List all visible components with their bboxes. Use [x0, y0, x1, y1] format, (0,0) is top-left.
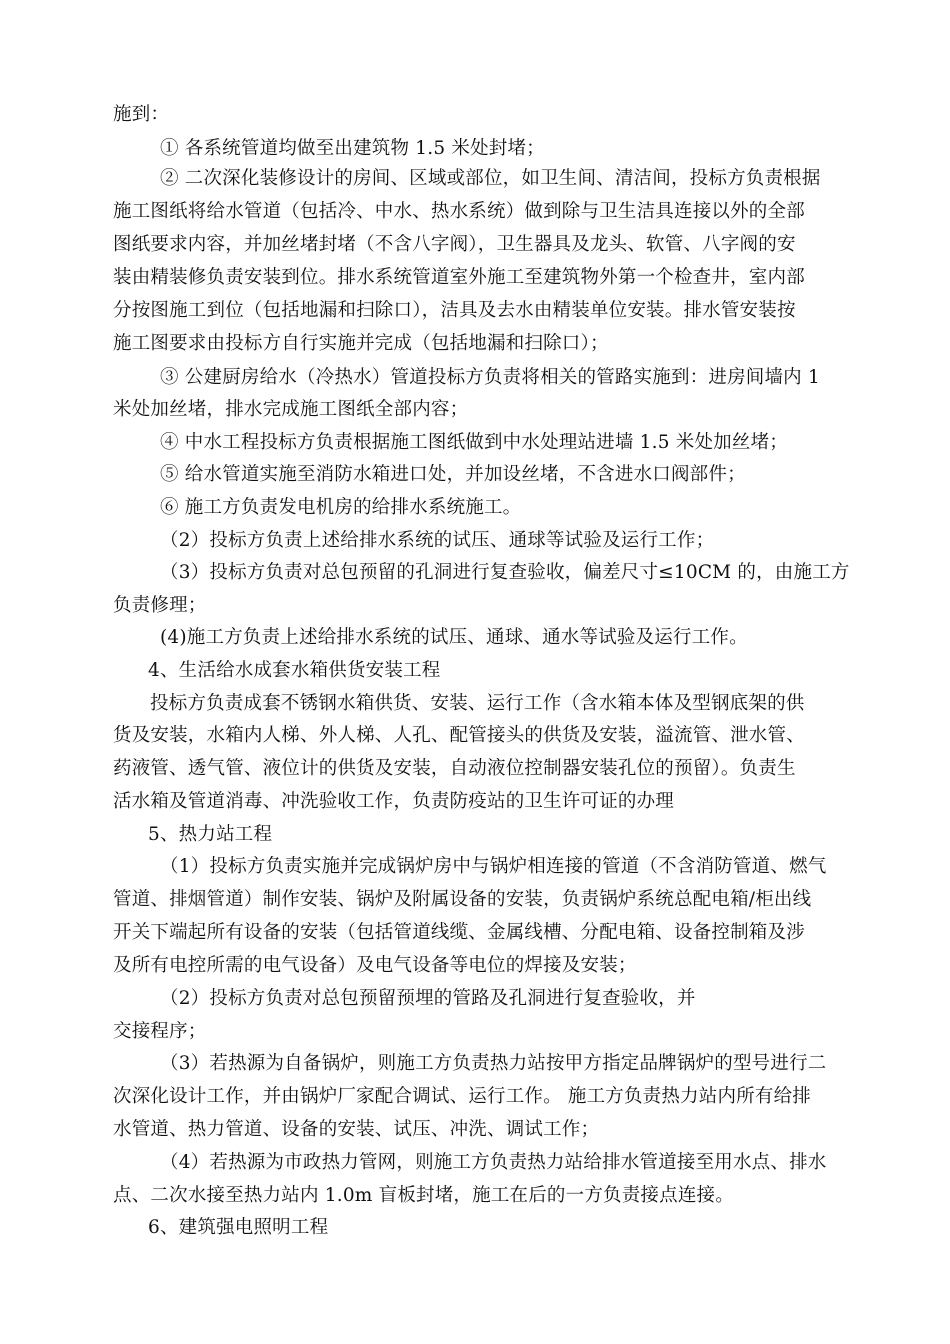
text-line: 管道、排烟管道）制作安装、锅炉及附属设备的安装，负责锅炉系统总配电箱/柜出线: [113, 889, 812, 910]
text-line: ② 二次深化装修设计的房间、区域或部位，如卫生间、清洁间，投标方负责根据: [160, 168, 821, 189]
section-heading: 5、热力站工程: [148, 824, 273, 845]
text-line: 装由精装修负责安装到位。排水系统管道室外施工至建筑物外第一个检查井，室内部: [113, 267, 805, 288]
text-line: 点、二次水接至热力站内 1.0m 盲板封堵，施工在后的一方负责接点连接。: [113, 1185, 734, 1206]
text-line: ③ 公建厨房给水（冷热水）管道投标方负责将相关的管路实施到：进房间墙内 1: [160, 367, 820, 388]
text-line: 施到：: [113, 104, 170, 125]
text-line: 货及安装，水箱内人梯、外人梯、人孔、配管接头的供货及安装，溢流管、泄水管、: [113, 725, 805, 746]
text-line: （4）若热源为市政热力管网，则施工方负责热力站给排水管道接至用水点、排水: [160, 1152, 827, 1173]
text-line: 施工图要求由投标方自行实施并完成（包括地漏和扫除口）；: [113, 333, 609, 354]
section-heading: 6、建筑强电照明工程: [148, 1217, 329, 1238]
text-line: (4)施工方负责上述给排水系统的试压、通球、通水等试验及运行工作。: [160, 627, 748, 648]
text-line: 负责修理；: [113, 595, 207, 616]
text-line: （3）若热源为自备锅炉，则施工方负责热力站按甲方指定品牌锅炉的型号进行二: [160, 1053, 827, 1074]
text-line: 施工图纸将给水管道（包括冷、中水、热水系统）做到除与卫生洁具连接以外的全部: [113, 201, 805, 222]
text-line: 次深化设计工作，并由锅炉厂家配合调试、运行工作。 施工方负责热力站内所有给排: [113, 1086, 811, 1107]
text-line: 药液管、透气管、液位计的供货及安装，自动液位控制器安装孔位的预留）。负责生: [113, 758, 796, 779]
text-line: 分按图施工到位（包括地漏和扫除口），洁具及去水由精装单位安装。排水管安装按: [113, 300, 796, 321]
text-line: （3）投标方负责对总包预留的孔洞进行复查验收，偏差尺寸≤10CM 的，由施工方: [160, 562, 850, 583]
text-line: ① 各系统管道均做至出建筑物 1.5 米处封堵；: [160, 138, 545, 159]
text-line: ⑥ 施工方负责发电机房的给排水系统施工。: [160, 497, 522, 518]
section-heading: 4、生活给水成套水箱供货安装工程: [148, 660, 441, 681]
text-line: 开关下端起所有设备的安装（包括管道线缆、金属线槽、分配电箱、设备控制箱及涉: [113, 922, 805, 943]
text-line: 米处加丝堵，排水完成施工图纸全部内容；: [113, 399, 469, 420]
text-line: （2）投标方负责对总包预留预埋的管路及孔洞进行复查验收，并: [160, 988, 696, 1009]
text-line: 及所有电控所需的电气设备）及电气设备等电位的焊接及安装；: [113, 955, 637, 976]
text-line: 投标方负责成套不锈钢水箱供货、安装、运行工作（含水箱本体及型钢底架的供: [150, 693, 805, 714]
text-line: 图纸要求内容，并加丝堵封堵（不含八字阀），卫生器具及龙头、软管、八字阀的安: [113, 234, 796, 255]
text-line: 水管道、热力管道、设备的安装、试压、冲洗、调试工作；: [113, 1119, 600, 1140]
text-line: （2）投标方负责上述给排水系统的试压、通球等试验及运行工作；: [160, 530, 715, 551]
text-line: 活水箱及管道消毒、冲洗验收工作，负责防疫站的卫生许可证的办理: [113, 791, 675, 812]
text-line: ⑤ 给水管道实施至消防水箱进口处，并加设丝堵，不含进水口阀部件；: [160, 464, 746, 485]
text-line: （1）投标方负责实施并完成锅炉房中与锅炉相连接的管道（不含消防管道、燃气: [160, 856, 827, 877]
text-line: ④ 中水工程投标方负责根据施工图纸做到中水处理站进墙 1.5 米处加丝堵；: [160, 432, 788, 453]
text-line: 交接程序；: [113, 1021, 207, 1042]
